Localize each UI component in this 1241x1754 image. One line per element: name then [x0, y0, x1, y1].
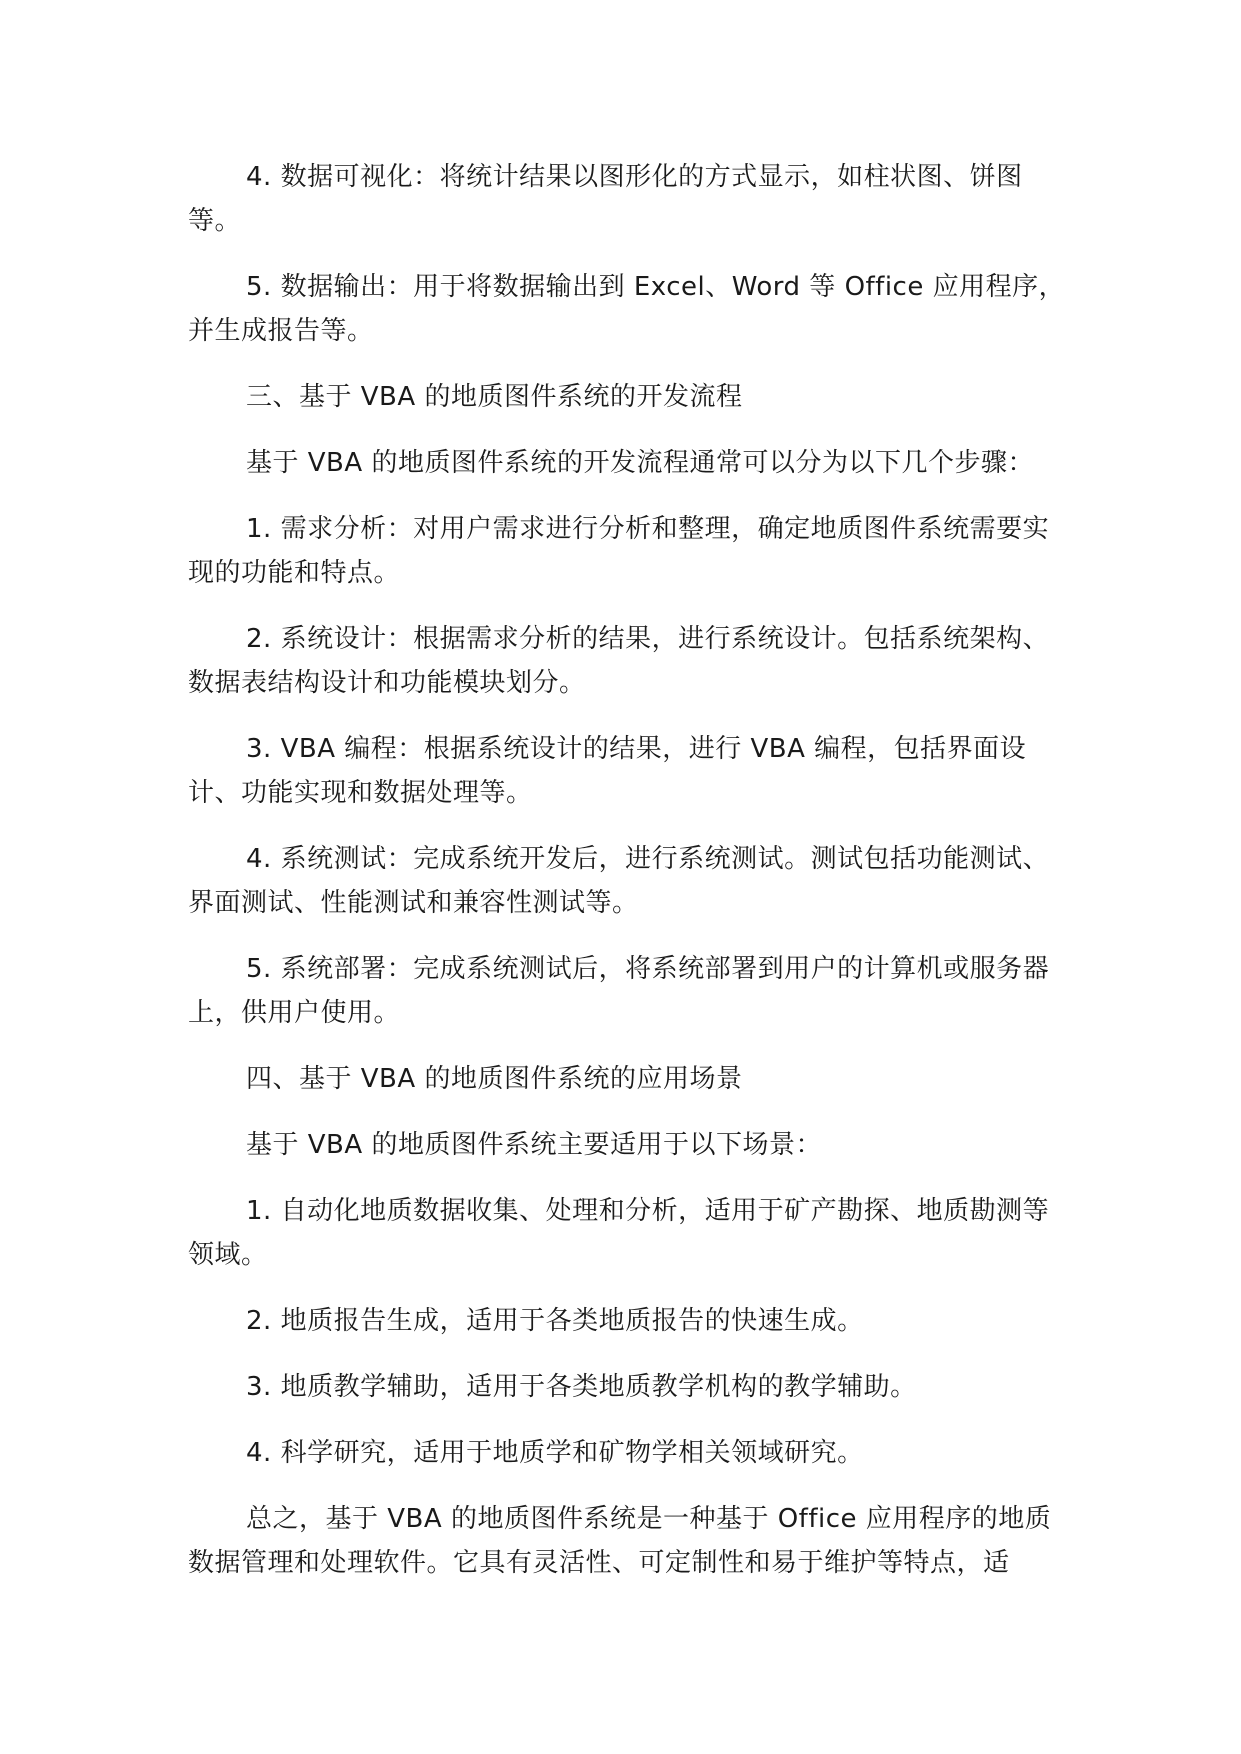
paragraph-system-design: 2. 系统设计：根据需求分析的结果，进行系统设计。包括系统架构、数据表结构设计和功能模块划分。 [188, 624, 1050, 698]
paragraph-requirements-analysis: 1. 需求分析：对用户需求进行分析和整理，确定地质图件系统需要实现的功能和特点。 [188, 514, 1050, 588]
paragraph-visualization: 4. 数据可视化：将统计结果以图形化的方式显示，如柱状图、饼图等。 [188, 162, 1023, 236]
paragraph-scenario-reports: 2. 地质报告生成，适用于各类地质报告的快速生成。 [246, 1306, 864, 1336]
paragraph-system-deployment: 5. 系统部署：完成系统测试后，将系统部署到用户的计算机或服务器上，供用户使用。 [188, 954, 1050, 1028]
paragraph-scenario-automation: 1. 自动化地质数据收集、处理和分析，适用于矿产勘探、地质勘测等领域。 [188, 1196, 1050, 1270]
paragraph-scenario-teaching: 3. 地质教学辅助，适用于各类地质教学机构的教学辅助。 [246, 1372, 917, 1402]
paragraph-scenario-research: 4. 科学研究，适用于地质学和矿物学相关领域研究。 [246, 1438, 864, 1468]
paragraph-system-testing: 4. 系统测试：完成系统开发后，进行系统测试。测试包括功能测试、界面测试、性能测试和兼容性测试等。 [188, 844, 1050, 918]
document-page [188, 155, 1073, 1585]
paragraph-vba-programming: 3. VBA 编程：根据系统设计的结果，进行 VBA 编程，包括界面设计、功能实现和数据处理等。 [188, 734, 1027, 808]
paragraph-process-intro: 基于 VBA 的地质图件系统的开发流程通常可以分为以下几个步骤： [246, 448, 1034, 478]
paragraph-conclusion: 总之，基于 VBA 的地质图件系统是一种基于 Office 应用程序的地质数据管理和处理软件。它具有灵活性、可定制性和易于维护等特点，适 [188, 1504, 1052, 1578]
paragraph-data-output: 5. 数据输出：用于将数据输出到 Excel、Word 等 Office 应用程序，并生成报告等。 [188, 272, 1066, 346]
paragraph-scenarios-intro: 基于 VBA 的地质图件系统主要适用于以下场景： [246, 1130, 822, 1160]
section-heading-application-scenarios: 四、基于 VBA 的地质图件系统的应用场景 [246, 1064, 743, 1094]
section-heading-development-process: 三、基于 VBA 的地质图件系统的开发流程 [246, 382, 743, 412]
